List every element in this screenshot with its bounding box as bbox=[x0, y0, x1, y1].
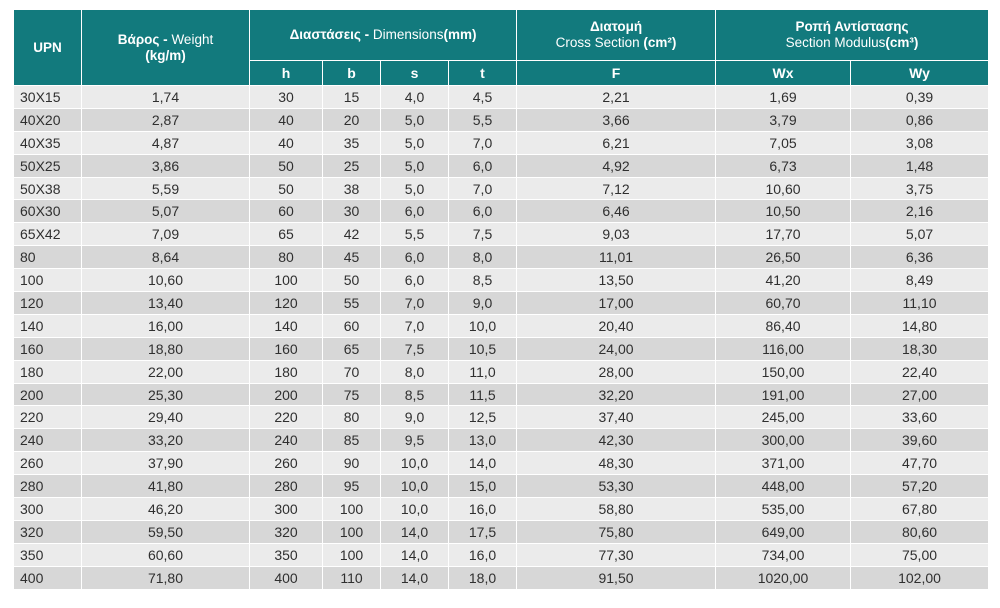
cell-s: 9,0 bbox=[381, 406, 449, 429]
cell-h: 140 bbox=[250, 314, 323, 337]
cell-upn: 160 bbox=[14, 337, 82, 360]
cell-f: 7,12 bbox=[517, 177, 716, 200]
cell-s: 8,0 bbox=[381, 360, 449, 383]
cell-b: 70 bbox=[323, 360, 381, 383]
cell-wy: 27,00 bbox=[851, 383, 989, 406]
header-dimensions-greek: Διαστάσεις - bbox=[289, 27, 370, 43]
cell-t: 6,0 bbox=[449, 154, 517, 177]
cell-weight: 16,00 bbox=[82, 314, 250, 337]
cell-upn: 400 bbox=[14, 566, 82, 589]
cell-wy: 1,48 bbox=[851, 154, 989, 177]
cell-weight: 33,20 bbox=[82, 429, 250, 452]
header-s: s bbox=[381, 61, 449, 86]
cell-f: 3,66 bbox=[517, 108, 716, 131]
header-f: F bbox=[517, 61, 716, 86]
cell-s: 6,0 bbox=[381, 200, 449, 223]
cell-wx: 10,60 bbox=[716, 177, 851, 200]
cell-b: 100 bbox=[323, 498, 381, 521]
cell-wy: 102,00 bbox=[851, 566, 989, 589]
header-t: t bbox=[449, 61, 517, 86]
cell-upn: 60X30 bbox=[14, 200, 82, 223]
cell-upn: 240 bbox=[14, 429, 82, 452]
cell-wy: 6,36 bbox=[851, 246, 989, 269]
cell-weight: 59,50 bbox=[82, 520, 250, 543]
cell-t: 10,0 bbox=[449, 314, 517, 337]
header-section-modulus bbox=[716, 10, 989, 61]
cell-f: 48,30 bbox=[517, 452, 716, 475]
cell-weight: 3,86 bbox=[82, 154, 250, 177]
header-dimensions bbox=[250, 10, 517, 61]
cell-weight: 5,07 bbox=[82, 200, 250, 223]
cell-upn: 200 bbox=[14, 383, 82, 406]
cell-s: 10,0 bbox=[381, 498, 449, 521]
cell-f: 42,30 bbox=[517, 429, 716, 452]
cell-wx: 1020,00 bbox=[716, 566, 851, 589]
cell-b: 38 bbox=[323, 177, 381, 200]
cell-weight: 4,87 bbox=[82, 131, 250, 154]
cell-h: 80 bbox=[250, 246, 323, 269]
cell-h: 400 bbox=[250, 566, 323, 589]
cell-upn: 350 bbox=[14, 543, 82, 566]
cell-t: 14,0 bbox=[449, 452, 517, 475]
table-row bbox=[14, 520, 989, 543]
header-weight-unit: (kg/m) bbox=[145, 47, 186, 63]
cell-b: 90 bbox=[323, 452, 381, 475]
cell-b: 20 bbox=[323, 108, 381, 131]
cell-wx: 41,20 bbox=[716, 269, 851, 292]
header-modulus-greek: Ροπή Αντίστασης bbox=[795, 19, 909, 35]
header-weight-greek: Βάρος - bbox=[117, 31, 168, 47]
table-row bbox=[14, 269, 989, 292]
header-weight bbox=[82, 10, 250, 86]
cell-weight: 25,30 bbox=[82, 383, 250, 406]
header-wy: Wy bbox=[851, 61, 989, 86]
cell-t: 12,5 bbox=[449, 406, 517, 429]
cell-s: 5,5 bbox=[381, 223, 449, 246]
cell-b: 55 bbox=[323, 292, 381, 315]
cell-b: 42 bbox=[323, 223, 381, 246]
cell-s: 5,0 bbox=[381, 108, 449, 131]
cell-t: 7,0 bbox=[449, 177, 517, 200]
cell-t: 4,5 bbox=[449, 86, 517, 109]
cell-wy: 47,70 bbox=[851, 452, 989, 475]
header-cross-section bbox=[517, 10, 716, 61]
cell-wx: 7,05 bbox=[716, 131, 851, 154]
cell-wx: 26,50 bbox=[716, 246, 851, 269]
cell-f: 6,46 bbox=[517, 200, 716, 223]
cell-s: 5,0 bbox=[381, 154, 449, 177]
cell-t: 7,5 bbox=[449, 223, 517, 246]
header-row-main bbox=[14, 10, 989, 61]
table-row bbox=[14, 108, 989, 131]
cell-h: 240 bbox=[250, 429, 323, 452]
cell-weight: 46,20 bbox=[82, 498, 250, 521]
cell-s: 4,0 bbox=[381, 86, 449, 109]
table-row bbox=[14, 383, 989, 406]
cell-upn: 300 bbox=[14, 498, 82, 521]
cell-b: 80 bbox=[323, 406, 381, 429]
header-modulus-unit: (cm³) bbox=[885, 35, 919, 50]
cell-b: 45 bbox=[323, 246, 381, 269]
cell-upn: 260 bbox=[14, 452, 82, 475]
cell-wx: 448,00 bbox=[716, 475, 851, 498]
cell-f: 17,00 bbox=[517, 292, 716, 315]
table-row bbox=[14, 566, 989, 589]
cell-b: 75 bbox=[323, 383, 381, 406]
cell-wy: 18,30 bbox=[851, 337, 989, 360]
cell-weight: 37,90 bbox=[82, 452, 250, 475]
cell-s: 7,5 bbox=[381, 337, 449, 360]
cell-h: 160 bbox=[250, 337, 323, 360]
cell-b: 100 bbox=[323, 543, 381, 566]
table-row bbox=[14, 292, 989, 315]
cell-b: 60 bbox=[323, 314, 381, 337]
cell-s: 10,0 bbox=[381, 452, 449, 475]
cell-f: 58,80 bbox=[517, 498, 716, 521]
cell-h: 40 bbox=[250, 108, 323, 131]
cell-t: 9,0 bbox=[449, 292, 517, 315]
cell-wx: 10,50 bbox=[716, 200, 851, 223]
header-cross-greek: Διατομή bbox=[589, 19, 643, 35]
cell-h: 60 bbox=[250, 200, 323, 223]
cell-f: 11,01 bbox=[517, 246, 716, 269]
cell-t: 8,5 bbox=[449, 269, 517, 292]
cell-upn: 120 bbox=[14, 292, 82, 315]
cell-s: 10,0 bbox=[381, 475, 449, 498]
cell-weight: 13,40 bbox=[82, 292, 250, 315]
cell-wy: 80,60 bbox=[851, 520, 989, 543]
table-row bbox=[14, 314, 989, 337]
table-row bbox=[14, 223, 989, 246]
table-row bbox=[14, 452, 989, 475]
cell-upn: 50X25 bbox=[14, 154, 82, 177]
cell-s: 7,0 bbox=[381, 314, 449, 337]
cell-wy: 67,80 bbox=[851, 498, 989, 521]
cell-f: 77,30 bbox=[517, 543, 716, 566]
cell-wx: 150,00 bbox=[716, 360, 851, 383]
header-dimensions-english: Dimensions bbox=[369, 27, 444, 43]
cell-wx: 116,00 bbox=[716, 337, 851, 360]
table-row bbox=[14, 543, 989, 566]
cell-s: 5,0 bbox=[381, 177, 449, 200]
cell-h: 350 bbox=[250, 543, 323, 566]
cell-weight: 1,74 bbox=[82, 86, 250, 109]
cell-wy: 0,86 bbox=[851, 108, 989, 131]
cell-t: 10,5 bbox=[449, 337, 517, 360]
cell-t: 13,0 bbox=[449, 429, 517, 452]
cell-wy: 8,49 bbox=[851, 269, 989, 292]
cell-wx: 245,00 bbox=[716, 406, 851, 429]
cell-b: 110 bbox=[323, 566, 381, 589]
cell-f: 13,50 bbox=[517, 269, 716, 292]
cell-upn: 65X42 bbox=[14, 223, 82, 246]
cell-s: 6,0 bbox=[381, 269, 449, 292]
cell-h: 50 bbox=[250, 154, 323, 177]
cell-f: 9,03 bbox=[517, 223, 716, 246]
cell-h: 50 bbox=[250, 177, 323, 200]
cell-f: 28,00 bbox=[517, 360, 716, 383]
cell-h: 280 bbox=[250, 475, 323, 498]
cell-wx: 1,69 bbox=[716, 86, 851, 109]
cell-f: 20,40 bbox=[517, 314, 716, 337]
cell-weight: 7,09 bbox=[82, 223, 250, 246]
cell-b: 85 bbox=[323, 429, 381, 452]
cell-wy: 3,75 bbox=[851, 177, 989, 200]
cell-wy: 0,39 bbox=[851, 86, 989, 109]
table-row bbox=[14, 475, 989, 498]
header-b: b bbox=[323, 61, 381, 86]
cell-t: 17,5 bbox=[449, 520, 517, 543]
header-weight-english: Weight bbox=[167, 31, 214, 47]
table-row bbox=[14, 86, 989, 109]
cell-wy: 3,08 bbox=[851, 131, 989, 154]
cell-s: 14,0 bbox=[381, 520, 449, 543]
cell-t: 16,0 bbox=[449, 498, 517, 521]
table-row bbox=[14, 154, 989, 177]
cell-b: 30 bbox=[323, 200, 381, 223]
cell-t: 6,0 bbox=[449, 200, 517, 223]
header-wx: Wx bbox=[716, 61, 851, 86]
cell-wy: 75,00 bbox=[851, 543, 989, 566]
cell-b: 50 bbox=[323, 269, 381, 292]
cell-s: 9,5 bbox=[381, 429, 449, 452]
cell-f: 24,00 bbox=[517, 337, 716, 360]
cell-weight: 29,40 bbox=[82, 406, 250, 429]
cell-weight: 71,80 bbox=[82, 566, 250, 589]
cell-weight: 8,64 bbox=[82, 246, 250, 269]
cell-weight: 2,87 bbox=[82, 108, 250, 131]
cell-h: 40 bbox=[250, 131, 323, 154]
header-dimensions-unit: (mm) bbox=[443, 27, 477, 43]
cell-h: 65 bbox=[250, 223, 323, 246]
cell-f: 75,80 bbox=[517, 520, 716, 543]
cell-weight: 41,80 bbox=[82, 475, 250, 498]
cell-wy: 33,60 bbox=[851, 406, 989, 429]
cell-h: 180 bbox=[250, 360, 323, 383]
cell-h: 260 bbox=[250, 452, 323, 475]
cell-h: 100 bbox=[250, 269, 323, 292]
cell-upn: 40X35 bbox=[14, 131, 82, 154]
table-row bbox=[14, 246, 989, 269]
cell-wy: 39,60 bbox=[851, 429, 989, 452]
cell-wy: 5,07 bbox=[851, 223, 989, 246]
cell-f: 53,30 bbox=[517, 475, 716, 498]
cell-s: 5,0 bbox=[381, 131, 449, 154]
cell-s: 14,0 bbox=[381, 543, 449, 566]
cell-wx: 6,73 bbox=[716, 154, 851, 177]
cell-s: 14,0 bbox=[381, 566, 449, 589]
cell-s: 7,0 bbox=[381, 292, 449, 315]
cell-weight: 60,60 bbox=[82, 543, 250, 566]
cell-upn: 180 bbox=[14, 360, 82, 383]
header-upn: UPN bbox=[14, 10, 82, 86]
cell-b: 35 bbox=[323, 131, 381, 154]
cell-weight: 10,60 bbox=[82, 269, 250, 292]
cell-upn: 140 bbox=[14, 314, 82, 337]
cell-wx: 649,00 bbox=[716, 520, 851, 543]
header-modulus-english: Section Modulus bbox=[785, 35, 886, 50]
cell-h: 120 bbox=[250, 292, 323, 315]
table-row bbox=[14, 406, 989, 429]
cell-upn: 40X20 bbox=[14, 108, 82, 131]
cell-upn: 320 bbox=[14, 520, 82, 543]
cell-f: 37,40 bbox=[517, 406, 716, 429]
table-row bbox=[14, 177, 989, 200]
cell-s: 6,0 bbox=[381, 246, 449, 269]
cell-wx: 535,00 bbox=[716, 498, 851, 521]
table-row bbox=[14, 498, 989, 521]
cell-wx: 734,00 bbox=[716, 543, 851, 566]
table-row bbox=[14, 429, 989, 452]
cell-weight: 18,80 bbox=[82, 337, 250, 360]
cell-wx: 86,40 bbox=[716, 314, 851, 337]
upn-profile-table bbox=[13, 9, 989, 590]
cell-wy: 57,20 bbox=[851, 475, 989, 498]
cell-upn: 80 bbox=[14, 246, 82, 269]
cell-h: 300 bbox=[250, 498, 323, 521]
cell-upn: 30X15 bbox=[14, 86, 82, 109]
cell-t: 18,0 bbox=[449, 566, 517, 589]
cell-h: 200 bbox=[250, 383, 323, 406]
cell-b: 95 bbox=[323, 475, 381, 498]
cell-wy: 14,80 bbox=[851, 314, 989, 337]
cell-h: 30 bbox=[250, 86, 323, 109]
table-row bbox=[14, 131, 989, 154]
cell-b: 65 bbox=[323, 337, 381, 360]
header-cross-english: Cross Section bbox=[555, 35, 644, 50]
table-body bbox=[14, 86, 989, 590]
cell-f: 4,92 bbox=[517, 154, 716, 177]
cell-wx: 300,00 bbox=[716, 429, 851, 452]
cell-f: 6,21 bbox=[517, 131, 716, 154]
cell-t: 5,5 bbox=[449, 108, 517, 131]
cell-wx: 60,70 bbox=[716, 292, 851, 315]
cell-b: 25 bbox=[323, 154, 381, 177]
cell-h: 320 bbox=[250, 520, 323, 543]
cell-t: 16,0 bbox=[449, 543, 517, 566]
cell-t: 11,5 bbox=[449, 383, 517, 406]
cell-t: 15,0 bbox=[449, 475, 517, 498]
cell-upn: 280 bbox=[14, 475, 82, 498]
cell-wx: 191,00 bbox=[716, 383, 851, 406]
cell-wx: 3,79 bbox=[716, 108, 851, 131]
cell-wx: 371,00 bbox=[716, 452, 851, 475]
cell-upn: 220 bbox=[14, 406, 82, 429]
upn-table-container bbox=[13, 9, 988, 590]
cell-wy: 22,40 bbox=[851, 360, 989, 383]
cell-f: 2,21 bbox=[517, 86, 716, 109]
cell-upn: 100 bbox=[14, 269, 82, 292]
cell-weight: 22,00 bbox=[82, 360, 250, 383]
cell-wx: 17,70 bbox=[716, 223, 851, 246]
cell-b: 15 bbox=[323, 86, 381, 109]
table-row bbox=[14, 360, 989, 383]
table-row bbox=[14, 200, 989, 223]
cell-f: 32,20 bbox=[517, 383, 716, 406]
cell-wy: 11,10 bbox=[851, 292, 989, 315]
cell-f: 91,50 bbox=[517, 566, 716, 589]
cell-t: 11,0 bbox=[449, 360, 517, 383]
cell-b: 100 bbox=[323, 520, 381, 543]
header-cross-unit: (cm²) bbox=[643, 35, 677, 50]
cell-wy: 2,16 bbox=[851, 200, 989, 223]
cell-weight: 5,59 bbox=[82, 177, 250, 200]
cell-t: 7,0 bbox=[449, 131, 517, 154]
table-row bbox=[14, 337, 989, 360]
cell-s: 8,5 bbox=[381, 383, 449, 406]
cell-t: 8,0 bbox=[449, 246, 517, 269]
cell-h: 220 bbox=[250, 406, 323, 429]
cell-upn: 50X38 bbox=[14, 177, 82, 200]
header-h: h bbox=[250, 61, 323, 86]
